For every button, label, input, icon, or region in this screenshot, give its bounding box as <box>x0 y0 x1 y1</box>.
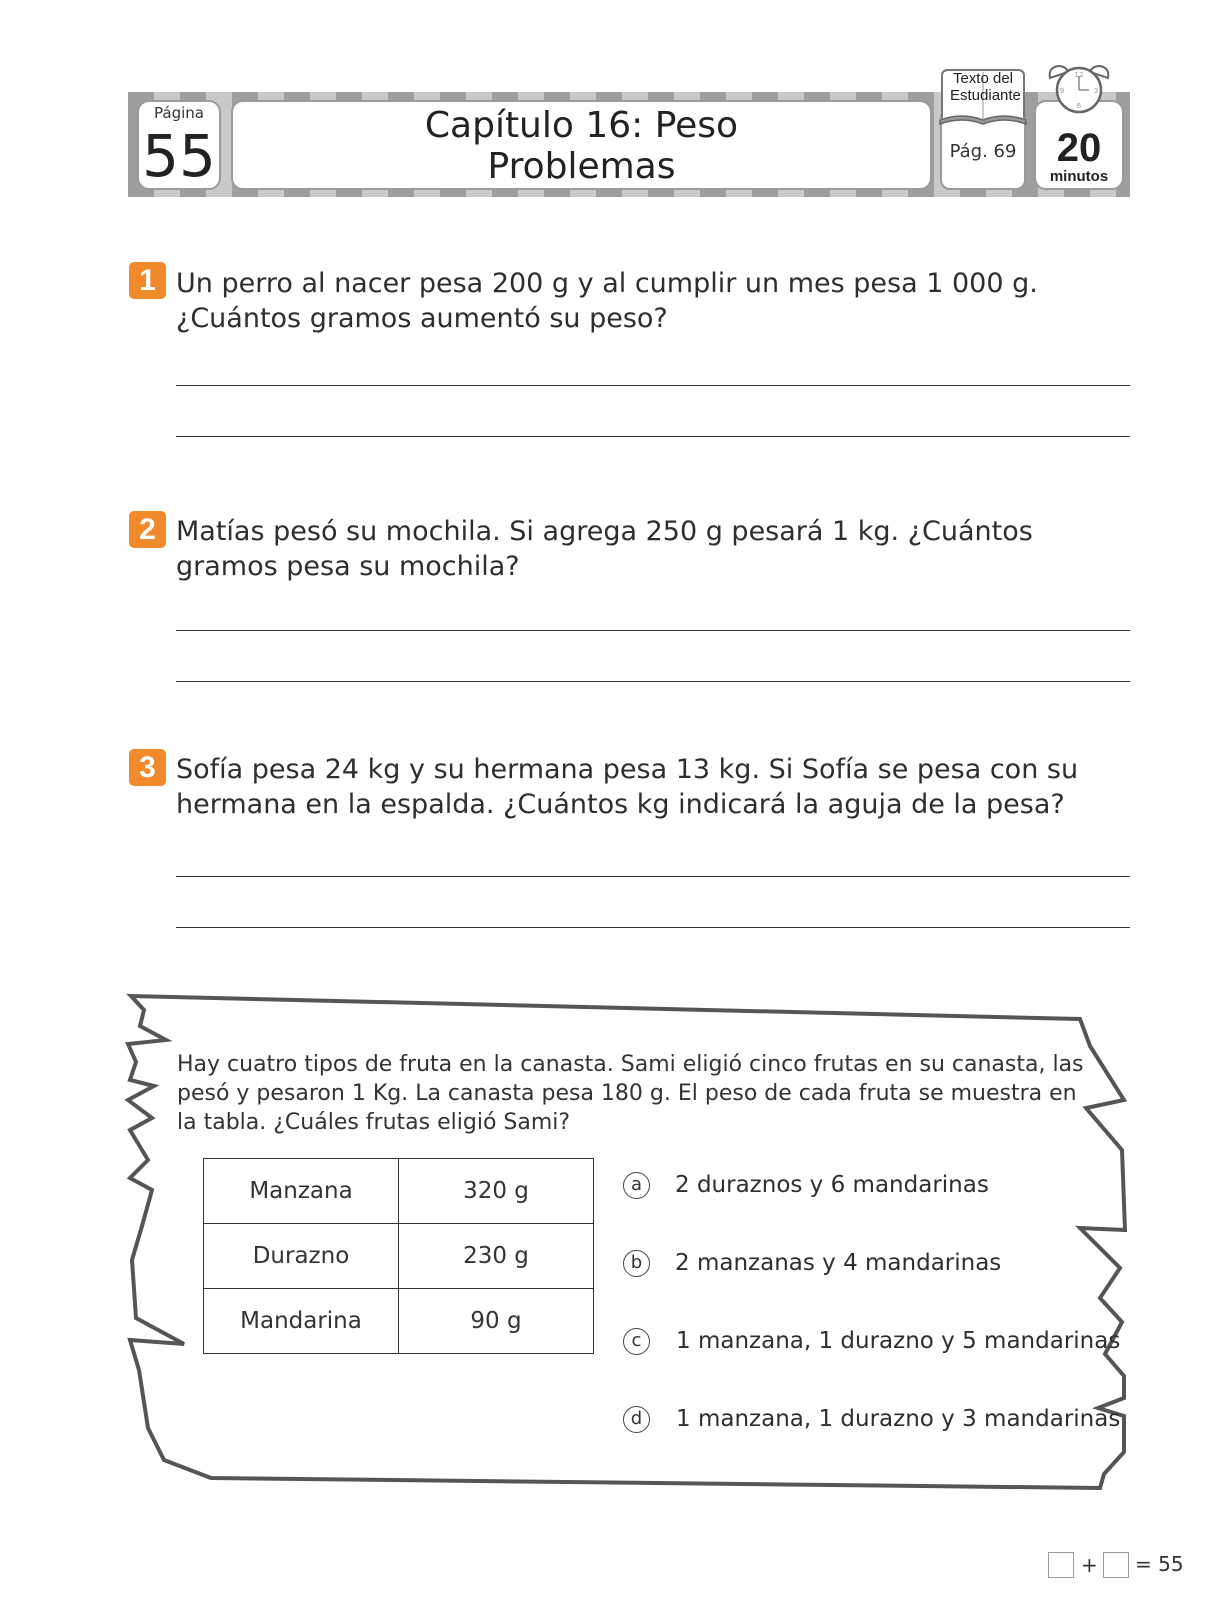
option-c-text[interactable]: 1 manzana, 1 durazno y 5 mandarinas <box>676 1328 1121 1354</box>
footer-plus: + <box>1081 1553 1098 1577</box>
option-b-text[interactable]: 2 manzanas y 4 mandarinas <box>675 1250 1002 1276</box>
option-a-text[interactable]: 2 duraznos y 6 mandarinas <box>675 1172 989 1198</box>
fruit-weight: 90 g <box>399 1289 594 1354</box>
table-row <box>204 1224 594 1289</box>
timer-unit: minutos <box>1049 168 1109 185</box>
option-d-text[interactable]: 1 manzana, 1 durazno y 3 mandarinas <box>676 1406 1121 1432</box>
footer-blank-box[interactable] <box>1103 1552 1129 1578</box>
clock-mark-9: 9 <box>1059 87 1065 95</box>
fruit-name: Manzana <box>204 1159 399 1224</box>
fruit-weight: 230 g <box>399 1224 594 1289</box>
problem-1-text: Un perro al nacer pesa 200 g y al cumplir un mes pesa 1 000 g. ¿Cuántos gramos aumentó su peso? <box>176 268 1038 334</box>
chapter-title: Capítulo 16: Peso <box>424 105 739 146</box>
fruit-weight-table <box>203 1158 594 1354</box>
footer-blank-box[interactable] <box>1048 1552 1074 1578</box>
textbook-label: Texto del Estudiante <box>950 70 1021 104</box>
problem-1-number: 1 <box>129 262 166 299</box>
problem-2-text: Matías pesó su mochila. Si agrega 250 g pesará 1 kg. ¿Cuántos gramos pesa su mochila? <box>176 516 1033 582</box>
problem-3-text: Sofía pesa 24 kg y su hermana pesa 13 kg. Si Sofía se pesa con su hermana en la espalda. ¿Cuántos kg indicará la aguja de la pesa? <box>176 754 1079 820</box>
fruit-name: Mandarina <box>204 1289 399 1354</box>
clock-mark-3: 3 <box>1093 87 1099 95</box>
clock-mark-12: 12 <box>1074 71 1084 79</box>
footer-equals: = 55 <box>1135 1552 1184 1576</box>
puzzle-statement: Hay cuatro tipos de fruta en la canasta. Sami eligió cinco frutas en su canasta, las pesó y pesaron 1 Kg. La canasta pesa 180 g. El peso de cada fruta se muestra en la tabla. ¿Cuáles frutas eligió Sami? <box>177 1052 1084 1135</box>
option-a-marker[interactable]: a <box>623 1172 650 1199</box>
fruit-weight: 320 g <box>399 1159 594 1224</box>
option-d-marker[interactable]: d <box>623 1406 650 1433</box>
option-b-marker[interactable]: b <box>623 1250 650 1277</box>
fruit-name: Durazno <box>204 1224 399 1289</box>
textbook-page: Pág. 69 <box>949 141 1017 162</box>
table-row <box>204 1289 594 1354</box>
page-number: 55 <box>142 122 216 190</box>
timer-value: 20 <box>1056 126 1102 170</box>
page-label: Página <box>154 104 204 122</box>
table-row <box>204 1159 594 1224</box>
section-title: Problemas <box>487 146 676 187</box>
problem-2-number: 2 <box>129 511 166 548</box>
option-c-marker[interactable]: c <box>623 1328 650 1355</box>
problem-3-number: 3 <box>129 749 166 786</box>
clock-mark-6: 6 <box>1076 102 1082 110</box>
